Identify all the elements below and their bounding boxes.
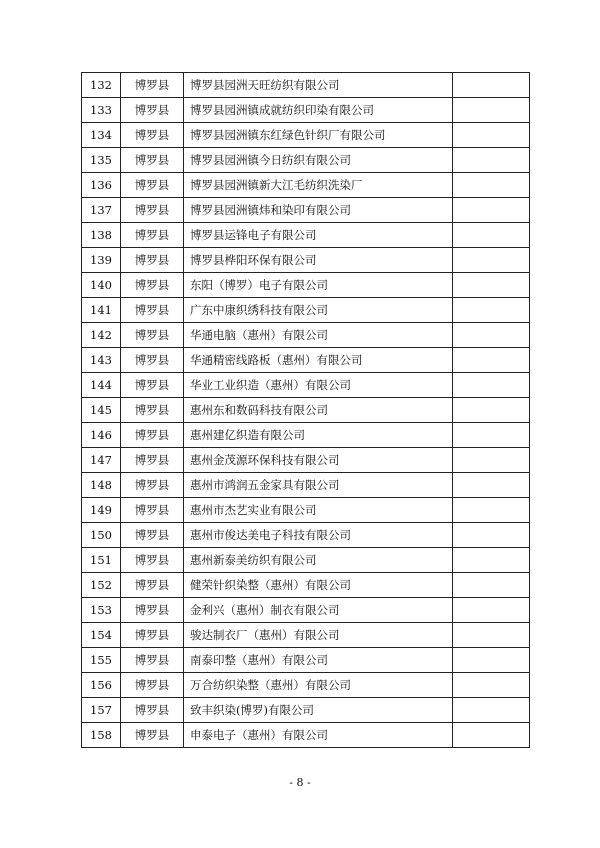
note-cell <box>453 173 530 198</box>
company-name-cell: 申泰电子（惠州）有限公司 <box>184 723 453 748</box>
company-name-cell: 东阳（博罗）电子有限公司 <box>184 273 453 298</box>
row-number-cell: 143 <box>82 348 121 373</box>
county-cell: 博罗县 <box>121 673 184 698</box>
row-number-cell: 134 <box>82 123 121 148</box>
county-cell: 博罗县 <box>121 373 184 398</box>
row-number-cell: 158 <box>82 723 121 748</box>
county-cell: 博罗县 <box>121 173 184 198</box>
company-name-cell: 南泰印整（惠州）有限公司 <box>184 648 453 673</box>
company-name-cell: 惠州建亿织造有限公司 <box>184 423 453 448</box>
note-cell <box>453 98 530 123</box>
table-row <box>82 373 530 398</box>
row-number-cell: 157 <box>82 698 121 723</box>
row-number-cell: 140 <box>82 273 121 298</box>
county-cell: 博罗县 <box>121 348 184 373</box>
company-name-cell: 广东中康织绣科技有限公司 <box>184 298 453 323</box>
row-number-cell: 145 <box>82 398 121 423</box>
table-row <box>82 198 530 223</box>
company-name-cell: 致丰织染(博罗)有限公司 <box>184 698 453 723</box>
table-row <box>82 73 530 98</box>
row-number-cell: 137 <box>82 198 121 223</box>
county-cell: 博罗县 <box>121 498 184 523</box>
county-cell: 博罗县 <box>121 473 184 498</box>
table-row <box>82 598 530 623</box>
note-cell <box>453 348 530 373</box>
note-cell <box>453 123 530 148</box>
company-name-cell: 金利兴（惠州）制衣有限公司 <box>184 598 453 623</box>
row-number-cell: 133 <box>82 98 121 123</box>
table-row <box>82 348 530 373</box>
note-cell <box>453 323 530 348</box>
note-cell <box>453 523 530 548</box>
table-body <box>82 73 530 748</box>
company-table <box>81 72 530 748</box>
note-cell <box>453 298 530 323</box>
company-name-cell: 健荣针织染整（惠州）有限公司 <box>184 573 453 598</box>
note-cell <box>453 198 530 223</box>
table-row <box>82 473 530 498</box>
table-row <box>82 98 530 123</box>
note-cell <box>453 473 530 498</box>
county-cell: 博罗县 <box>121 423 184 448</box>
company-name-cell: 惠州东和数码科技有限公司 <box>184 398 453 423</box>
row-number-cell: 139 <box>82 248 121 273</box>
county-cell: 博罗县 <box>121 123 184 148</box>
company-name-cell: 惠州市俊达美电子科技有限公司 <box>184 523 453 548</box>
company-name-cell: 博罗县园洲镇东红绿色针织厂有限公司 <box>184 123 453 148</box>
company-name-cell: 华通电脑（惠州）有限公司 <box>184 323 453 348</box>
row-number-cell: 156 <box>82 673 121 698</box>
company-name-cell: 骏达制衣厂（惠州）有限公司 <box>184 623 453 648</box>
county-cell: 博罗县 <box>121 148 184 173</box>
table-row <box>82 173 530 198</box>
county-cell: 博罗县 <box>121 723 184 748</box>
county-cell: 博罗县 <box>121 548 184 573</box>
note-cell <box>453 398 530 423</box>
row-number-cell: 151 <box>82 548 121 573</box>
company-name-cell: 华业工业织造（惠州）有限公司 <box>184 373 453 398</box>
county-cell: 博罗县 <box>121 598 184 623</box>
table-row <box>82 123 530 148</box>
table-row <box>82 423 530 448</box>
county-cell: 博罗县 <box>121 648 184 673</box>
company-name-cell: 博罗县园洲镇今日纺织有限公司 <box>184 148 453 173</box>
note-cell <box>453 73 530 98</box>
county-cell: 博罗县 <box>121 223 184 248</box>
table-row <box>82 323 530 348</box>
county-cell: 博罗县 <box>121 398 184 423</box>
company-name-cell: 博罗县园洲天旺纺织有限公司 <box>184 73 453 98</box>
note-cell <box>453 648 530 673</box>
table-row <box>82 698 530 723</box>
row-number-cell: 149 <box>82 498 121 523</box>
county-cell: 博罗县 <box>121 198 184 223</box>
county-cell: 博罗县 <box>121 623 184 648</box>
county-cell: 博罗县 <box>121 73 184 98</box>
county-cell: 博罗县 <box>121 698 184 723</box>
county-cell: 博罗县 <box>121 323 184 348</box>
county-cell: 博罗县 <box>121 98 184 123</box>
table-row <box>82 548 530 573</box>
county-cell: 博罗县 <box>121 573 184 598</box>
row-number-cell: 132 <box>82 73 121 98</box>
company-name-cell: 惠州市鸿润五金家具有限公司 <box>184 473 453 498</box>
note-cell <box>453 273 530 298</box>
table-row <box>82 648 530 673</box>
county-cell: 博罗县 <box>121 448 184 473</box>
row-number-cell: 148 <box>82 473 121 498</box>
table-row <box>82 723 530 748</box>
table-row <box>82 223 530 248</box>
note-cell <box>453 573 530 598</box>
company-name-cell: 博罗县园洲镇新大江毛纺织洗染厂 <box>184 173 453 198</box>
table-row <box>82 248 530 273</box>
county-cell: 博罗县 <box>121 273 184 298</box>
row-number-cell: 147 <box>82 448 121 473</box>
company-name-cell: 博罗县园洲镇炜和染印有限公司 <box>184 198 453 223</box>
row-number-cell: 153 <box>82 598 121 623</box>
company-name-cell: 博罗县运锋电子有限公司 <box>184 223 453 248</box>
note-cell <box>453 598 530 623</box>
company-name-cell: 惠州市杰艺实业有限公司 <box>184 498 453 523</box>
table-row <box>82 148 530 173</box>
row-number-cell: 152 <box>82 573 121 598</box>
row-number-cell: 144 <box>82 373 121 398</box>
row-number-cell: 138 <box>82 223 121 248</box>
table-row <box>82 398 530 423</box>
row-number-cell: 142 <box>82 323 121 348</box>
company-name-cell: 华通精密线路板（惠州）有限公司 <box>184 348 453 373</box>
county-cell: 博罗县 <box>121 298 184 323</box>
table-row <box>82 523 530 548</box>
note-cell <box>453 448 530 473</box>
note-cell <box>453 548 530 573</box>
note-cell <box>453 373 530 398</box>
company-name-cell: 博罗县园洲镇成就纺织印染有限公司 <box>184 98 453 123</box>
table-row <box>82 573 530 598</box>
note-cell <box>453 223 530 248</box>
table-row <box>82 298 530 323</box>
table-row <box>82 448 530 473</box>
note-cell <box>453 623 530 648</box>
table-row <box>82 498 530 523</box>
note-cell <box>453 723 530 748</box>
table-row <box>82 673 530 698</box>
row-number-cell: 150 <box>82 523 121 548</box>
row-number-cell: 136 <box>82 173 121 198</box>
row-number-cell: 155 <box>82 648 121 673</box>
row-number-cell: 141 <box>82 298 121 323</box>
page-number: - 8 - <box>289 776 311 789</box>
county-cell: 博罗县 <box>121 248 184 273</box>
company-name-cell: 惠州新泰美纺织有限公司 <box>184 548 453 573</box>
company-name-cell: 惠州金茂源环保科技有限公司 <box>184 448 453 473</box>
note-cell <box>453 673 530 698</box>
table-row <box>82 273 530 298</box>
note-cell <box>453 423 530 448</box>
table-row <box>82 623 530 648</box>
note-cell <box>453 148 530 173</box>
row-number-cell: 135 <box>82 148 121 173</box>
note-cell <box>453 248 530 273</box>
note-cell <box>453 698 530 723</box>
county-cell: 博罗县 <box>121 523 184 548</box>
note-cell <box>453 498 530 523</box>
company-name-cell: 博罗县桦阳环保有限公司 <box>184 248 453 273</box>
row-number-cell: 154 <box>82 623 121 648</box>
row-number-cell: 146 <box>82 423 121 448</box>
company-name-cell: 万合纺织染整（惠州）有限公司 <box>184 673 453 698</box>
